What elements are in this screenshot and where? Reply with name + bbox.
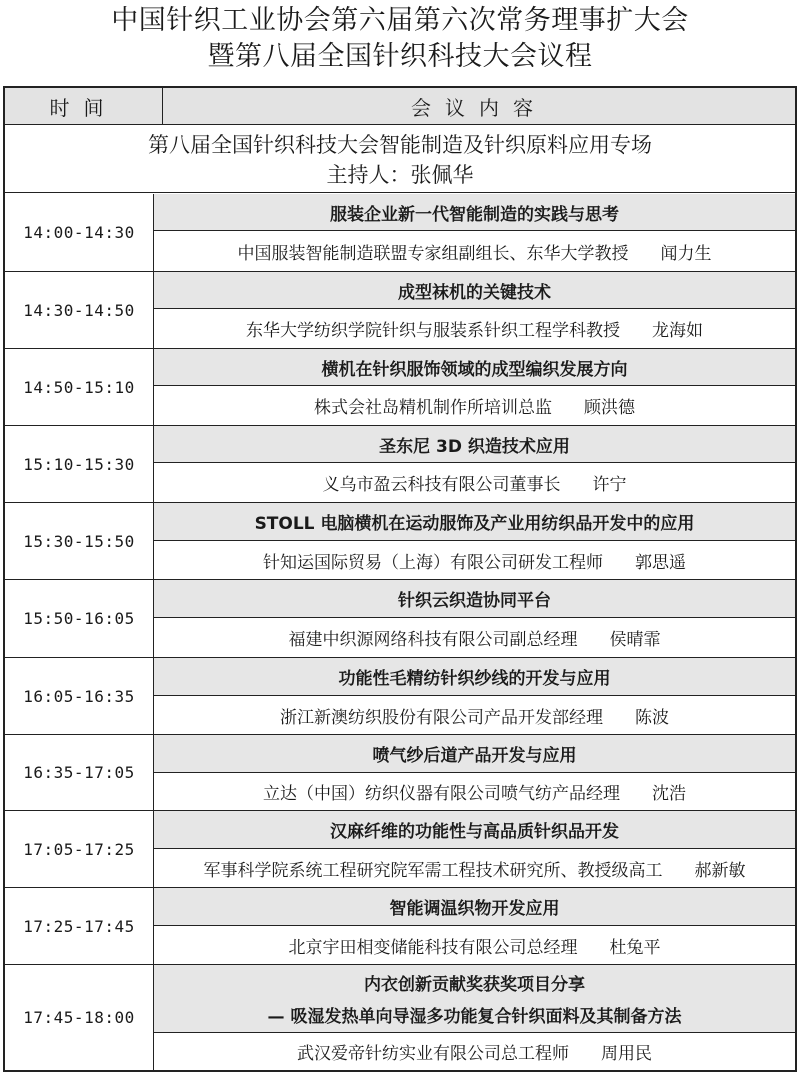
- row-time: 16:35-17:05: [5, 735, 154, 810]
- row-speaker: [154, 773, 795, 810]
- speaker-name: 许宁: [592, 475, 627, 495]
- row-topic: [154, 349, 795, 386]
- speaker-affiliation: 北京宇田相变储能科技有限公司总经理: [288, 937, 578, 958]
- speaker-name: 侯晴霏: [609, 630, 661, 650]
- row-speaker: [154, 541, 795, 579]
- row-time: 14:50-15:10: [5, 349, 154, 425]
- row-time: 17:45-18:00: [5, 965, 154, 1070]
- topic-title: 针织云织造协同平台: [398, 591, 551, 611]
- speaker-name: 杜兔平: [609, 937, 661, 958]
- speaker-affiliation: 义乌市盈云科技有限公司董事长: [322, 475, 561, 495]
- row-content: [154, 811, 795, 887]
- table-row: [5, 888, 795, 965]
- row-content: [154, 735, 795, 810]
- row-time: 15:50-16:05: [5, 580, 154, 657]
- session-name: 第八届全国针织科技大会智能制造及针织原料应用专场: [148, 133, 652, 157]
- speaker-affiliation: 浙江新澳纺织股份有限公司产品开发部经理: [280, 707, 603, 728]
- row-topic: [154, 426, 795, 463]
- topic-title: 喷气纱后道产品开发与应用: [372, 746, 577, 766]
- row-topic: [154, 272, 795, 309]
- table-row: [5, 580, 795, 658]
- row-time: 17:25-17:45: [5, 888, 154, 964]
- table-row: [5, 272, 795, 349]
- header-time: 时间: [5, 88, 163, 124]
- row-content: [154, 194, 795, 271]
- row-time: 16:05-16:35: [5, 658, 154, 734]
- speaker-affiliation: 武汉爱帝针纺实业有限公司总工程师: [297, 1044, 569, 1064]
- speaker-name: 龙海如: [652, 321, 703, 341]
- row-content: [154, 272, 795, 348]
- speaker-name: 郭思遥: [635, 552, 686, 573]
- table-row: [5, 426, 795, 503]
- speaker-affiliation: 军事科学院系统工程研究院军需工程技术研究所、教授级高工: [203, 860, 663, 881]
- table-row: [5, 194, 795, 272]
- title-line-1: 中国针织工业协会第六届第六次常务理事扩大会: [111, 5, 689, 36]
- table-header: [5, 88, 795, 125]
- table-row: [5, 965, 795, 1070]
- row-topic: [154, 503, 795, 541]
- row-time: 14:00-14:30: [5, 194, 154, 271]
- speaker-name: 闻力生: [660, 243, 712, 264]
- row-speaker: [154, 309, 795, 348]
- speaker-name: 周用民: [601, 1044, 652, 1064]
- row-speaker: [154, 386, 795, 425]
- topic-title: 功能性毛精纺针织纱线的开发与应用: [338, 669, 611, 689]
- page-title: [0, 0, 800, 82]
- row-content: [154, 658, 795, 734]
- row-topic: [154, 735, 795, 773]
- table-row: [5, 735, 795, 811]
- row-content: [154, 888, 795, 964]
- row-speaker: [154, 926, 795, 964]
- row-speaker: [154, 618, 795, 657]
- row-topic: [154, 658, 795, 696]
- session-host: 主持人：张佩华: [326, 163, 474, 187]
- row-speaker: [154, 849, 795, 887]
- topic-title: 服装企业新一代智能制造的实践与思考: [330, 204, 619, 225]
- topic-title: STOLL 电脑横机在运动服饰及产业用纺织品开发中的应用: [254, 514, 695, 534]
- row-speaker: [154, 463, 795, 502]
- table-row: [5, 349, 795, 426]
- row-content: [154, 349, 795, 425]
- speaker-affiliation: 针知运国际贸易（上海）有限公司研发工程师: [263, 552, 603, 573]
- row-content: [154, 426, 795, 502]
- topic-title: 成型袜机的关键技术: [398, 282, 551, 303]
- row-time: 15:10-15:30: [5, 426, 154, 502]
- row-speaker: [154, 1033, 795, 1070]
- row-speaker: [154, 231, 795, 271]
- row-topic: [154, 194, 795, 231]
- table-row: [5, 503, 795, 580]
- agenda-table: [3, 86, 797, 1072]
- row-content: [154, 503, 795, 579]
- speaker-affiliation: 中国服装智能制造联盟专家组副组长、东华大学教授: [237, 243, 629, 264]
- speaker-name: 陈波: [635, 707, 669, 728]
- session-banner: [5, 125, 795, 193]
- speaker-affiliation: 东华大学纺织学院针织与服装系针织工程学科教授: [246, 321, 620, 341]
- row-topic: [154, 965, 795, 1033]
- table-row: [5, 811, 795, 888]
- row-content: [154, 965, 795, 1070]
- topic-subtitle: — 吸湿发热单向导湿多功能复合针织面料及其制备方法: [267, 1007, 682, 1027]
- speaker-name: 顾洪德: [584, 398, 635, 418]
- speaker-name: 郝新敏: [694, 860, 746, 881]
- row-time: 14:30-14:50: [5, 272, 154, 348]
- row-content: [154, 580, 795, 657]
- topic-title: 圣东尼 3D 织造技术应用: [379, 436, 570, 457]
- topic-title: 汉麻纤维的功能性与高品质针织品开发: [330, 822, 619, 842]
- topic-title: 横机在针织服饰领域的成型编织发展方向: [321, 359, 628, 380]
- title-line-2: 暨第八届全国针织科技大会议程: [207, 41, 593, 72]
- row-time: 17:05-17:25: [5, 811, 154, 887]
- header-content: 会议内容: [163, 88, 795, 124]
- row-topic: [154, 811, 795, 849]
- speaker-affiliation: 福建中织源网络科技有限公司副总经理: [288, 630, 578, 650]
- row-topic: [154, 888, 795, 926]
- row-time: 15:30-15:50: [5, 503, 154, 579]
- speaker-name: 沈浩: [652, 784, 686, 804]
- row-topic: [154, 580, 795, 618]
- topic-title: 内衣创新贡献奖获奖项目分享: [364, 975, 585, 995]
- row-speaker: [154, 696, 795, 734]
- speaker-affiliation: 株式会社岛精机制作所培训总监: [314, 398, 552, 418]
- speaker-affiliation: 立达（中国）纺织仪器有限公司喷气纺产品经理: [263, 784, 620, 804]
- topic-title: 智能调温织物开发应用: [389, 899, 560, 919]
- table-row: [5, 658, 795, 735]
